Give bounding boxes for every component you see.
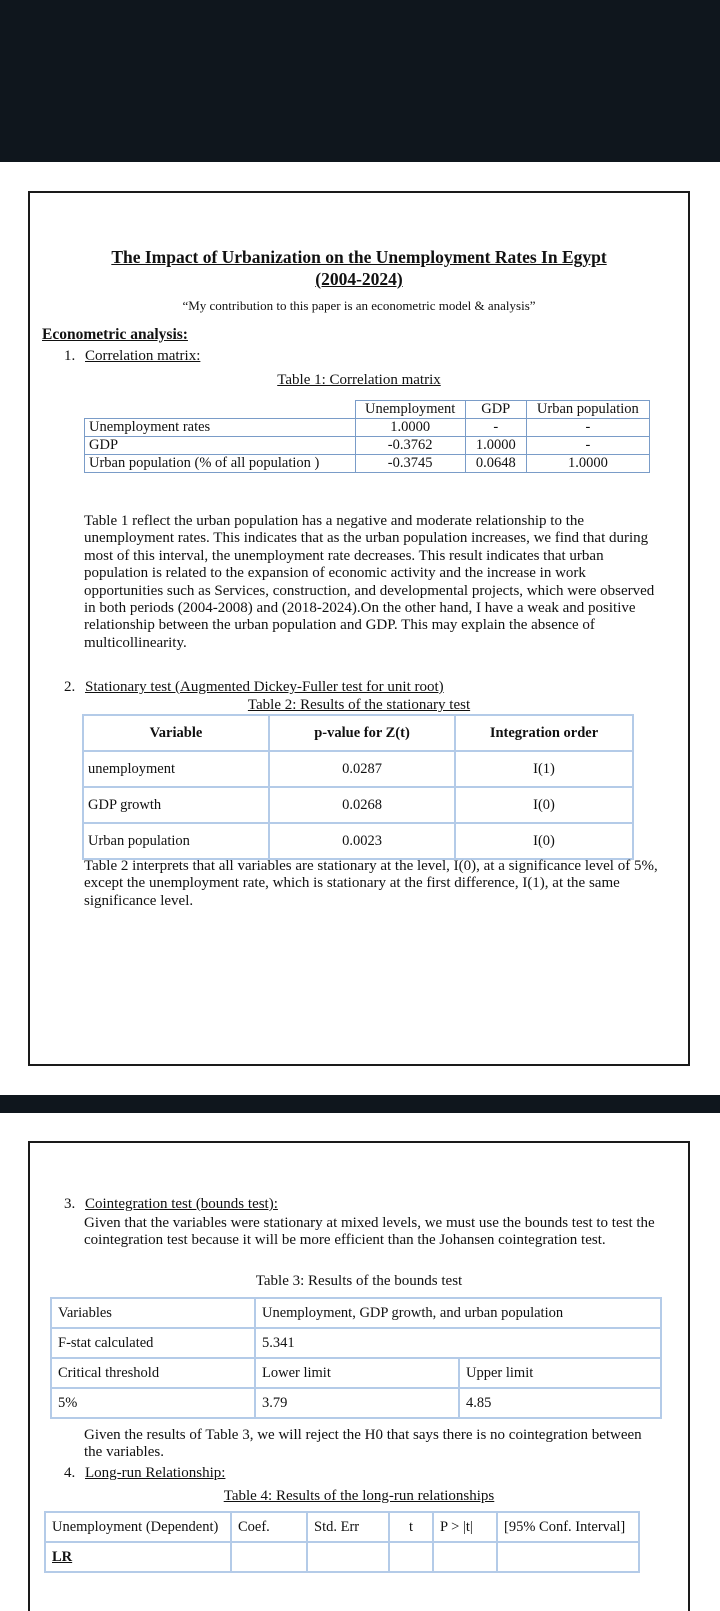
table-cell: Urban population (83, 823, 269, 859)
table-row (45, 1542, 639, 1572)
table-header-cell: Unemployment (Dependent) (45, 1512, 231, 1542)
document-title: The Impact of Urbanization on the Unemployment Rates In Egypt (111, 247, 607, 267)
table-cell: Unemployment, GDP growth, and urban population (255, 1298, 661, 1328)
table-cell: 0.0648 (465, 455, 526, 473)
paragraph-stationary: Table 2 interprets that all variables are stationary at the level, I(0), at a significance level of 5%, except the unemployment rate, which is stationary at the first difference, I(1), at the same significance level. (84, 858, 658, 909)
table-row (51, 1388, 661, 1418)
table-row (85, 455, 650, 473)
table-header-cell: GDP (465, 401, 526, 419)
table-cell-empty (231, 1542, 307, 1572)
table1-caption: Table 1: Correlation matrix (277, 372, 441, 388)
table-header-cell: Integration order (455, 715, 633, 751)
table-cell: I(0) (455, 823, 633, 859)
correlation-table (84, 400, 650, 473)
row-label: GDP (85, 437, 356, 455)
list-item-1 (64, 348, 200, 365)
table4-caption: Table 4: Results of the long-run relationships (223, 1488, 495, 1504)
table-row (83, 787, 633, 823)
document-page-2 (28, 1141, 690, 1611)
table-header-cell: Variable (83, 715, 269, 751)
table-row (51, 1358, 661, 1388)
list-item-3 (64, 1196, 278, 1213)
document-subtitle: “My contribution to this paper is an econometric model & analysis” (182, 298, 536, 313)
bounds-test-table (50, 1297, 662, 1419)
table-header-cell: Unemployment (355, 401, 465, 419)
table-row (51, 1298, 661, 1328)
paragraph-cointegration: Given that the variables were stationary at mixed levels, we must use the bounds test to test the cointegration test because it will be more efficient than the Johansen cointegration test. (84, 1215, 655, 1249)
list-label: Long-run Relationship: (85, 1465, 226, 1481)
table-cell: 0.0287 (269, 751, 455, 787)
table-cell: 0.0268 (269, 787, 455, 823)
table-cell: Upper limit (459, 1358, 661, 1388)
list-item-2 (64, 679, 444, 696)
table-cell-empty (85, 401, 356, 419)
table-cell: Lower limit (255, 1358, 459, 1388)
table-header-cell: Coef. (231, 1512, 307, 1542)
table-cell: 5.341 (255, 1328, 661, 1358)
row-label: LR (45, 1542, 231, 1572)
table-cell: unemployment (83, 751, 269, 787)
section-heading: Econometric analysis: (42, 326, 188, 343)
table-cell: Critical threshold (51, 1358, 255, 1388)
table-cell-empty (433, 1542, 497, 1572)
document-page-1 (28, 191, 690, 1066)
table-cell: 1.0000 (526, 455, 649, 473)
table-cell: I(0) (455, 787, 633, 823)
top-dark-band (0, 0, 720, 162)
table-row (83, 823, 633, 859)
list-label: Stationary test (Augmented Dickey-Fuller test for unit root) (85, 679, 444, 695)
table-cell: 3.79 (255, 1388, 459, 1418)
list-number: 2. (64, 679, 76, 695)
table-cell: - (526, 419, 649, 437)
row-label: Unemployment rates (85, 419, 356, 437)
paragraph-bounds-result: Given the results of Table 3, we will reject the H0 that says there is no cointegration between the variables. (84, 1427, 642, 1461)
list-number: 3. (64, 1196, 76, 1212)
table-row (45, 1512, 639, 1542)
list-item-4 (64, 1465, 225, 1482)
table-row (85, 419, 650, 437)
table-cell: 1.0000 (355, 419, 465, 437)
paragraph-correlation: Table 1 reflect the urban population has a negative and moderate relationship to the unemployment rates. This indicates that as the urban population increases, we find that during most of this interval, the unemployment rate decreases. This result indicates that urban population is related to the expansion of economic activity and the increase in work opportunities such as Services, construction, and developmental projects, which were observed in both periods (2004-2008) and (2018-2024).On the other hand, I have a weak and positive relationship between the urban population and GDP. This may explain the absence of multicollinearity. (84, 513, 655, 651)
stationary-test-table (82, 714, 634, 860)
document-title-years: (2004-2024) (315, 269, 403, 289)
row-label: Urban population (% of all population ) (85, 455, 356, 473)
table-cell-empty (307, 1542, 389, 1572)
table-cell-empty (389, 1542, 433, 1572)
table-header-cell: Std. Err (307, 1512, 389, 1542)
table-cell: -0.3745 (355, 455, 465, 473)
long-run-table (44, 1511, 640, 1573)
table-row (51, 1328, 661, 1358)
table-row (85, 437, 650, 455)
table-row (83, 751, 633, 787)
table-header-cell: [95% Conf. Interval] (497, 1512, 639, 1542)
list-number: 1. (64, 348, 76, 364)
list-label: Correlation matrix: (85, 348, 201, 364)
table-cell: 0.0023 (269, 823, 455, 859)
table-cell: - (465, 419, 526, 437)
table-header-cell: p-value for Z(t) (269, 715, 455, 751)
table2-caption: Table 2: Results of the stationary test (247, 697, 471, 713)
table-cell: 1.0000 (465, 437, 526, 455)
table-header-cell: P > |t| (433, 1512, 497, 1542)
list-number: 4. (64, 1465, 76, 1481)
table-cell-empty (497, 1542, 639, 1572)
page-gap-band (0, 1095, 720, 1113)
table-cell: -0.3762 (355, 437, 465, 455)
table-cell: I(1) (455, 751, 633, 787)
table-header-cell: t (389, 1512, 433, 1542)
table-cell: F-stat calculated (51, 1328, 255, 1358)
table-cell: GDP growth (83, 787, 269, 823)
table-cell: 5% (51, 1388, 255, 1418)
table-cell: Variables (51, 1298, 255, 1328)
table-cell: 4.85 (459, 1388, 661, 1418)
table-row (83, 715, 633, 751)
list-label: Cointegration test (bounds test): (85, 1196, 278, 1212)
table-header-cell: Urban population (526, 401, 649, 419)
table-row (85, 401, 650, 419)
table3-caption: Table 3: Results of the bounds test (255, 1273, 463, 1289)
table-cell: - (526, 437, 649, 455)
